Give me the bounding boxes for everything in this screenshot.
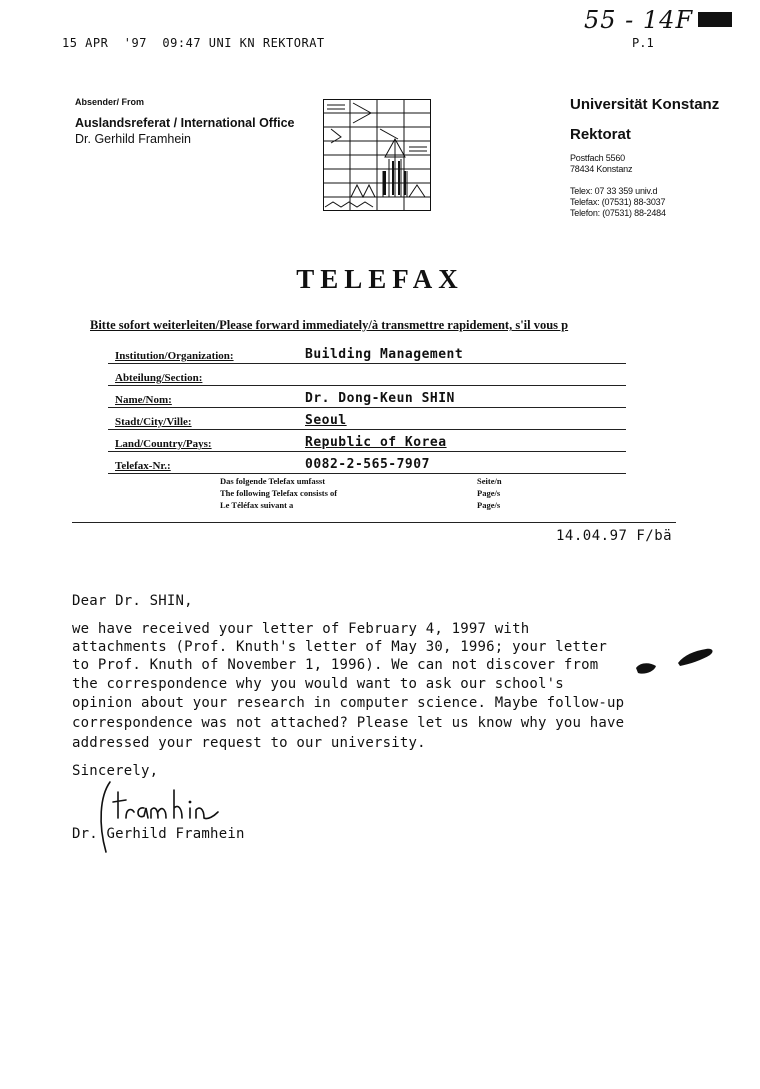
- form-value: Building Management: [305, 347, 464, 362]
- redaction-block: [698, 12, 732, 27]
- letter-line: addressed your request to our university.: [72, 735, 426, 751]
- divider-line: [72, 522, 676, 523]
- document-title: TELEFAX: [296, 264, 464, 294]
- form-value: Seoul: [305, 413, 347, 428]
- form-row-section: [108, 364, 626, 386]
- forward-instruction: Bitte sofort weiterleiten/Please forward immediately/à transmettre rapidement, s'il vous p: [90, 318, 569, 332]
- form-label: Land/Country/Pays:: [115, 438, 212, 450]
- pages-note-german: Das folgende Telefax umfasst: [220, 476, 326, 486]
- form-label: Abteilung/Section:: [115, 372, 203, 384]
- form-value: Dr. Dong-Keun SHIN: [305, 391, 455, 406]
- sender-label: Absender/ From: [75, 97, 145, 107]
- signatory-name: Dr. Gerhild Framhein: [72, 826, 245, 842]
- sender-office: Auslandsreferat / International Office: [75, 116, 295, 130]
- form-value: 0082-2-565-7907: [305, 457, 430, 472]
- pages-unit-german: Seite/n: [477, 476, 502, 486]
- pages-unit-french: Page/s: [477, 500, 501, 510]
- university-telex: Telex: 07 33 359 univ.d: [570, 186, 658, 196]
- letter-line: the correspondence why you would want to ask our school's: [72, 676, 564, 692]
- form-row-name: [108, 386, 626, 408]
- university-city: 78434 Konstanz: [570, 164, 633, 174]
- sender-name: Dr. Gerhild Framhein: [75, 132, 192, 146]
- letter-line: opinion about your research in computer science. Maybe follow-up: [72, 695, 625, 711]
- university-telefax: Telefax: (07531) 88-3037: [570, 197, 666, 207]
- form-row-city: [108, 408, 626, 430]
- ink-blot: [676, 645, 716, 667]
- pages-note-english: The following Telefax consists of: [220, 488, 338, 498]
- letter-line: we have received your letter of February 4, 1997 with: [72, 621, 530, 637]
- form-label: Stadt/City/Ville:: [115, 416, 192, 428]
- letter-line: to Prof. Knuth of November 1, 1996). We can not discover from: [72, 657, 599, 673]
- letter-line: correspondence was not attached? Please let us know why you have: [72, 715, 625, 731]
- university-constance-logo-icon: [323, 99, 431, 211]
- pages-unit-english: Page/s: [477, 488, 501, 498]
- university-name: Universität Konstanz: [570, 96, 720, 113]
- fax-page-number: P.1: [632, 36, 654, 50]
- form-label: Name/Nom:: [115, 394, 172, 406]
- form-label: Institution/Organization:: [115, 350, 234, 362]
- form-row-country: [108, 430, 626, 452]
- form-row-fax-number: [108, 452, 626, 474]
- handwritten-signature: [96, 778, 226, 860]
- salutation: Dear Dr. SHIN,: [72, 593, 193, 609]
- closing: Sincerely,: [72, 763, 159, 779]
- university-department: Rektorat: [570, 126, 631, 143]
- university-telefon: Telefon: (07531) 88-2484: [570, 208, 666, 218]
- form-row-institution: [108, 342, 626, 364]
- pages-note-french: Le Téléfax suivant a: [220, 500, 294, 510]
- university-postfach: Postfach 5560: [570, 153, 625, 163]
- fax-transmission-header: 15 APR '97 09:47 UNI KN REKTORAT: [62, 36, 325, 50]
- reference-date: 14.04.97 F/bä: [556, 528, 673, 544]
- ink-smudge: [634, 660, 658, 676]
- form-value: Republic of Korea: [305, 435, 447, 450]
- letter-line: attachments (Prof. Knuth's letter of May 30, 1996; your letter: [72, 639, 607, 655]
- handwritten-reference-note: 55 - 14F: [584, 6, 694, 34]
- form-label: Telefax-Nr.:: [115, 460, 171, 472]
